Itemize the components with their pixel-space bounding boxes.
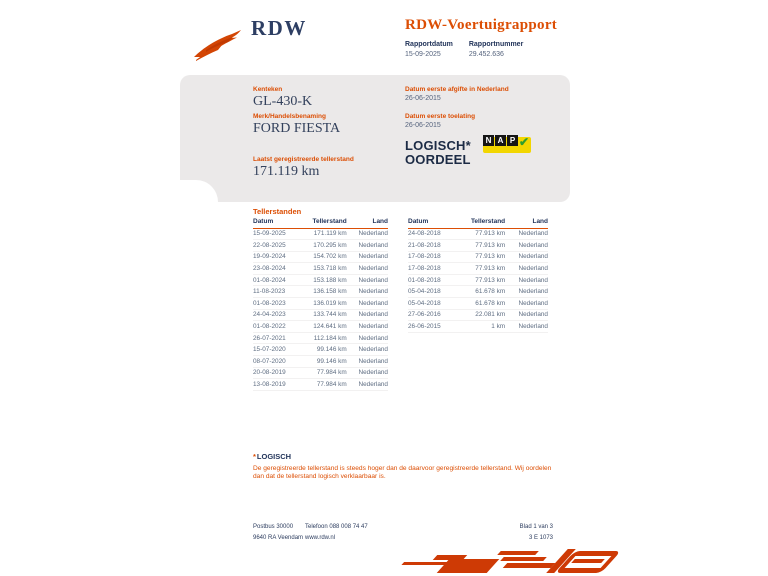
table-cell: 77.913 km [455,251,505,263]
table-row [253,367,388,379]
table-cell: 77.984 km [299,379,347,391]
table-cell: Nederland [505,240,548,252]
table-row [408,274,548,286]
table-cell: 77.913 km [455,240,505,252]
tellerstanden-table-left [253,218,388,391]
report-date-label: Rapportdatum [405,41,453,48]
table-cell: 20-08-2019 [253,367,299,379]
table-cell: 153.188 km [299,274,347,286]
table-cell: 99.146 km [299,356,347,368]
table-cell: 99.146 km [299,344,347,356]
oordeel-line1: LOGISCH* [405,138,471,153]
table-cell: 15-09-2025 [253,228,299,240]
table-cell: 170.295 km [299,240,347,252]
table-cell: 01-08-2022 [253,321,299,333]
footer-phone: Telefoon 088 008 74 47 [305,524,368,530]
table-cell: Nederland [347,309,388,321]
tellerstanden-table-right [408,218,548,333]
report-date-block [405,41,453,58]
table-row [253,298,388,310]
table-cell: 13-08-2019 [253,379,299,391]
eerste-toelating-value: 26-06-2015 [405,122,441,129]
table-cell: 01-08-2024 [253,274,299,286]
table-cell: Nederland [505,309,548,321]
oordeel-text [405,139,471,166]
table-row [253,228,388,240]
table-cell: 77.913 km [455,228,505,240]
nap-logo [483,137,531,153]
table-row [253,274,388,286]
table-cell: 1 km [455,321,505,333]
table-row [253,344,388,356]
kenteken-value: GL-430-K [253,94,313,109]
table-cell: 05-04-2018 [408,298,455,310]
stripe [571,559,605,563]
table-cell: 153.718 km [299,263,347,275]
table-cell: 61.678 km [455,286,505,298]
column-header-land: Land [347,218,388,228]
table-row [253,356,388,368]
table-cell: 77.913 km [455,263,505,275]
footer-city: 9640 RA Veendam [253,535,304,541]
report-number-label: Rapportnummer [468,41,524,48]
table-cell: 05-04-2018 [408,286,455,298]
table-cell: 22.081 km [455,309,505,321]
table-row [253,251,388,263]
eerste-toelating-label: Datum eerste toelating [405,113,476,120]
nap-letters [483,135,519,146]
logisch-footnote [253,452,555,482]
nap-letter-a: A [495,135,506,146]
table-cell: 136.019 km [299,298,347,310]
table-cell: 24-08-2018 [408,228,455,240]
table-cell: Nederland [347,240,388,252]
table-header-row [408,218,548,228]
oordeel-line2: OORDEEL [405,151,471,167]
merk-label: Merk/Handelsbenaming [253,113,326,120]
table-cell: 136.158 km [299,286,347,298]
table-cell: 171.119 km [299,228,347,240]
table-row [408,228,548,240]
stripe [503,563,556,568]
stripe [500,557,547,561]
table-cell: 112.184 km [299,332,347,344]
table-cell: 24-04-2023 [253,309,299,321]
table-cell: Nederland [347,286,388,298]
panel-corner-notch [138,180,218,210]
footnote-text: De geregistreerde tellerstand is steeds hoger dan de daarvoor geregistreerde tellerstand. Wij oordelen dan dat de tellerstand logisch verklaarbaar is. [253,464,552,481]
footnote-title [253,452,555,461]
table-row [408,321,548,333]
column-header-land: Land [505,218,548,228]
report-number-value: 29.452.636 [468,51,504,58]
column-header-datum: Datum [253,218,299,228]
table-cell: Nederland [347,356,388,368]
vehicle-summary-panel [180,75,570,202]
table-row [253,379,388,391]
table-row [408,263,548,275]
stripe [497,551,539,555]
nap-letter-n: N [483,135,494,146]
table-cell: Nederland [505,263,548,275]
rdw-logo-text: RDW [251,16,307,40]
table-cell: 77.984 km [299,367,347,379]
footer-paging [520,524,553,546]
table-cell: 77.913 km [455,274,505,286]
table-cell: 22-08-2025 [253,240,299,252]
decorative-stripes-graphic [405,546,595,576]
column-header-datum: Datum [408,218,455,228]
table-cell: 08-07-2020 [253,356,299,368]
footer-address [253,524,303,546]
table-cell: 17-08-2018 [408,251,455,263]
footer-form-code: 3 E 1073 [528,535,553,541]
merk-value: FORD FIESTA [253,121,341,136]
table-cell: 133.744 km [299,309,347,321]
report-meta [405,41,539,58]
table-row [408,240,548,252]
report-number-block [469,41,523,58]
rdw-logo [193,16,307,62]
table-cell: 23-08-2024 [253,263,299,275]
laatste-tellerstand-value: 171.119 km [253,164,320,179]
table-cell: 17-08-2018 [408,263,455,275]
report-date-value: 15-09-2025 [405,51,441,58]
tellerstanden-heading: Tellerstanden [253,207,302,216]
table-row [253,263,388,275]
table-cell: Nederland [347,344,388,356]
footnote-asterisk: * [253,452,256,461]
table-header-row [253,218,388,228]
footer-page-number: Blad 1 van 3 [519,524,553,530]
table-row [253,332,388,344]
table-row [408,298,548,310]
table-cell: 11-08-2023 [253,286,299,298]
column-header-tellerstand: Tellerstand [299,218,347,228]
table-cell: 61.678 km [455,298,505,310]
table-row [253,240,388,252]
eerste-afgifte-value: 26-06-2015 [405,95,441,102]
table-cell: 27-06-2016 [408,309,455,321]
table-cell: Nederland [347,274,388,286]
table-row [253,321,388,333]
table-cell: Nederland [505,298,548,310]
footer-postbus: Postbus 30000 [253,524,294,530]
table-cell: Nederland [347,263,388,275]
nap-checkmark-icon: ✔ [518,135,529,149]
table-cell: 124.641 km [299,321,347,333]
footnote-title-text: LOGISCH [256,452,292,461]
table-cell: Nederland [347,228,388,240]
table-cell: Nederland [347,321,388,333]
table-cell: 26-06-2015 [408,321,455,333]
kenteken-label: Kenteken [253,86,283,93]
table-cell: 19-09-2024 [253,251,299,263]
table-cell: Nederland [505,274,548,286]
table-cell: 21-08-2018 [408,240,455,252]
table-cell: 01-08-2018 [408,274,455,286]
footer-contact [305,524,368,546]
table-cell: 26-07-2021 [253,332,299,344]
table-row [408,309,548,321]
table-cell: 01-08-2023 [253,298,299,310]
table-cell: Nederland [347,298,388,310]
table-row [408,286,548,298]
stripe [437,559,500,573]
nap-letter-p: P [507,135,518,146]
page-footer [253,524,553,548]
page-title: RDW-Voertuigrapport [405,17,558,33]
table-row [253,309,388,321]
table-cell: Nederland [347,251,388,263]
table-cell: Nederland [347,332,388,344]
table-cell: 15-07-2020 [253,344,299,356]
table-cell: Nederland [347,379,388,391]
rdw-swoosh-icon [193,24,245,62]
table-cell: Nederland [505,286,548,298]
table-cell: Nederland [347,367,388,379]
table-cell: Nederland [505,251,548,263]
column-header-tellerstand: Tellerstand [455,218,505,228]
table-cell: Nederland [505,228,548,240]
table-row [253,286,388,298]
laatste-tellerstand-label: Laatst geregistreerde tellerstand [253,156,354,163]
footer-website-link[interactable]: www.rdw.nl [305,535,336,541]
table-cell: Nederland [505,321,548,333]
table-cell: 154.702 km [299,251,347,263]
table-row [408,251,548,263]
eerste-afgifte-label: Datum eerste afgifte in Nederland [405,86,509,93]
